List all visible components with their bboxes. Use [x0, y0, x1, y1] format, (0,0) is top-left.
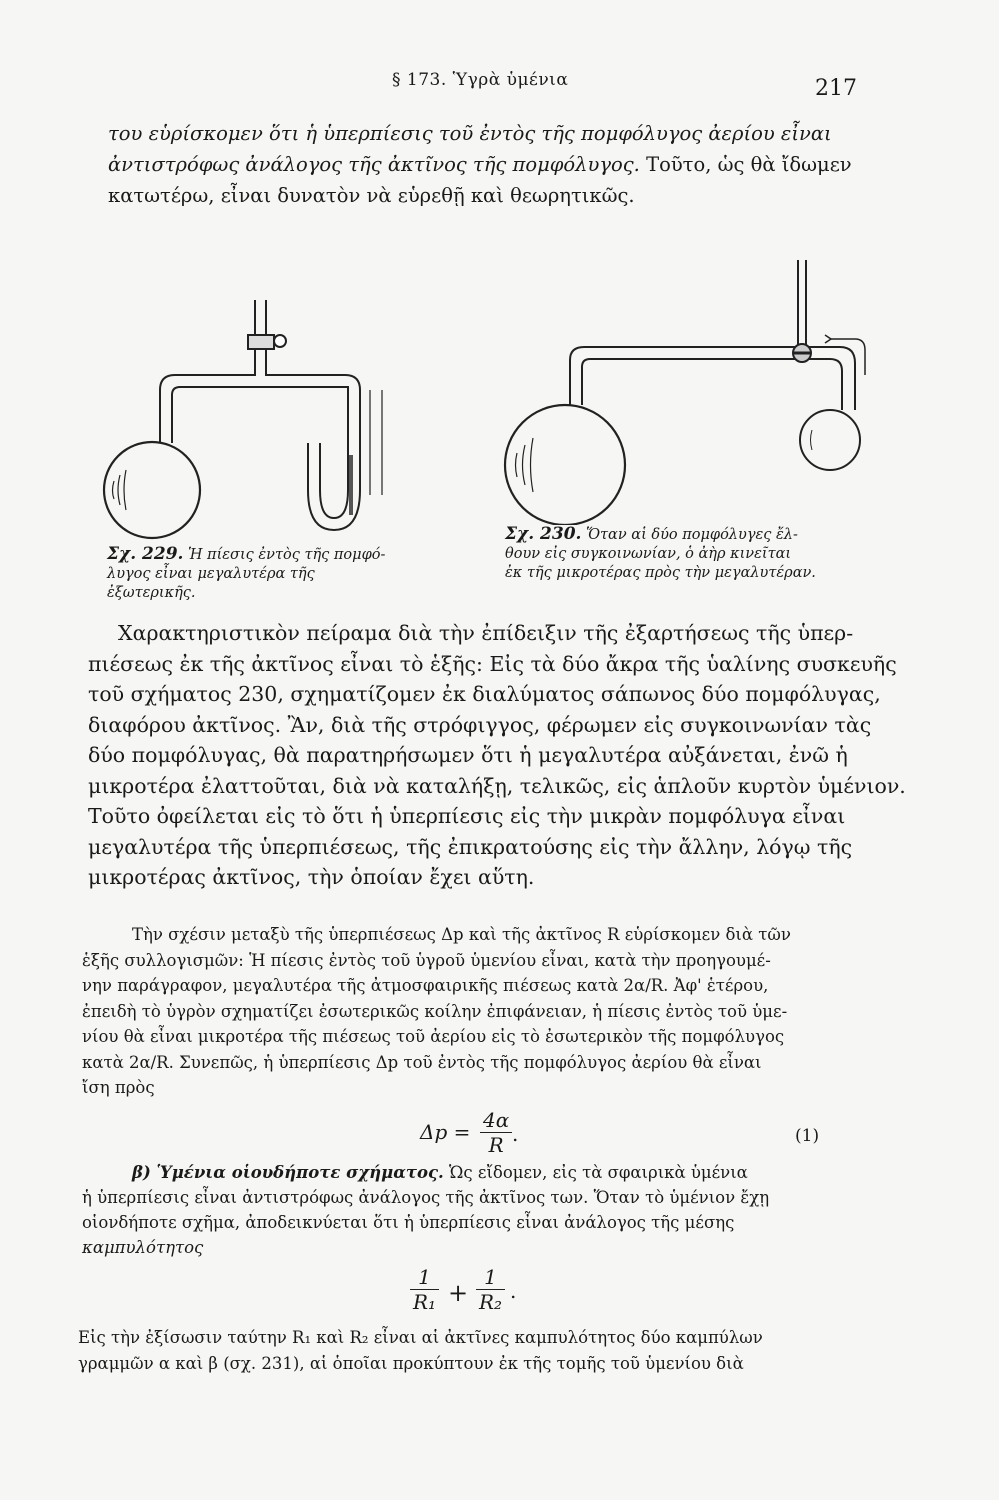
- fraction-1: $\frac{1}{\text{R₁}}$: [410, 1265, 439, 1314]
- paragraph-top: [108, 118, 878, 211]
- equation-2: [410, 1265, 530, 1325]
- text-line: του εὑρίσκομεν ὅτι ἡ ὑπερπίεσις τοῦ ἐντὸς τῆς πομφόλυγος ἀερίου εἶναι: [108, 122, 832, 145]
- text-line: δύο πομφόλυγας, θὰ παρατηρήσωμεν ὅτι ἡ μεγαλυτέρα αὐξάνεται, ἐνῶ ἡ: [88, 743, 848, 767]
- page-header: [0, 66, 999, 101]
- bulb-small-icon: [800, 410, 860, 470]
- text-line: Τὴν σχέσιν μεταξὺ τῆς ὑπερπιέσεως Δp καὶ τῆς ἀκτῖνος R εὑρίσκομεν διὰ τῶν: [132, 925, 791, 944]
- equation-lhs: Δp =: [420, 1120, 471, 1144]
- page-number: 217: [815, 76, 857, 101]
- bulb-large-icon: [505, 405, 625, 525]
- text-line: καμπυλότητος: [82, 1238, 204, 1257]
- equation-fraction: $\frac{4\alpha}{R}$: [480, 1108, 512, 1157]
- text-line: διαφόρου ἀκτῖνος. Ἂν, διὰ τῆς στρόφιγγος, φέρωμεν εἰς συγκοινωνίαν τὰς: [88, 712, 872, 737]
- text-line: Χαρακτηριστικὸν πείραμα διὰ τὴν ἐπίδειξιν τῆς ἐξαρτήσεως τῆς ὑπερ-: [118, 621, 854, 645]
- equation-trail: .: [510, 1279, 517, 1303]
- paragraph-final: [78, 1325, 868, 1377]
- paragraph-small: [82, 922, 862, 1101]
- figure-230-drawing: [500, 255, 890, 525]
- text-line: κατὰ 2α/R. Συνεπῶς, ἡ ὑπερπίεσις Δp τοῦ ἐντὸς τῆς πομφόλυγος ἀερίου θὰ εἶναι: [82, 1052, 762, 1072]
- plus-sign: +: [448, 1279, 469, 1307]
- figure-229-drawing: [100, 275, 460, 565]
- text-line: τοῦ σχήματος 230, σχηματίζομεν ἐκ διαλύματος σάπωνος δύο πομφόλυγας,: [88, 682, 881, 706]
- text-line: Εἰς τὴν ἐξίσωσιν ταύτην R₁ καὶ R₂ εἶναι αἱ ἀκτῖνες καμπυλότητος δύο καμπύλων: [78, 1328, 763, 1347]
- text-line: οἱονδήποτε σχῆμα, ἀποδεικνύεται ὅτι ἡ ὑπερπίεσις εἶναι ἀνάλογος τῆς μέσης: [82, 1213, 735, 1232]
- equation-number: (1): [795, 1126, 820, 1146]
- text-line: νην παράγραφον, μεγαλυτέρα τῆς ἀτμοσφαιρικῆς πιέσεως κατὰ 2α/R. Ἀφ' ἑτέρου,: [82, 976, 769, 995]
- fig229-label: Σχ. 229.: [107, 544, 184, 564]
- text-line: β) Ὑμένια οἱουδήποτε σχήματος. Ὡς εἴδομεν, εἰς τὰ σφαιρικὰ ὑμένια: [132, 1163, 748, 1182]
- text-line: ἡ ὑπερπίεσις εἶναι ἀντιστρόφως ἀνάλογος τῆς ἀκτῖνος των. Ὅταν τὸ ὑμένιον ἔχῃ: [82, 1188, 770, 1207]
- paragraph-main: [88, 618, 906, 893]
- text-line: μεγαλυτέρα τῆς ὑπερπιέσεως, τῆς ἐπικρατούσης εἰς τὴν ἄλλην, λόγῳ τῆς: [88, 834, 853, 859]
- text-line: μικροτέρα ἐλαττοῦται, διὰ νὰ καταλήξῃ, τελικῶς, εἰς ἁπλοῦν κυρτὸν ὑμένιον.: [88, 773, 906, 798]
- text-line: νίου θὰ εἶναι μικροτέρα τῆς πιέσεως τοῦ ἀερίου εἰς τὸ ἐσωτερικὸν τῆς πομφόλυγος: [82, 1027, 785, 1046]
- section-title: § 173. Ὑγρὰ ὑμένια: [392, 70, 569, 90]
- paragraph-beta: [82, 1160, 872, 1260]
- text-line: γραμμῶν α καὶ β (σχ. 231), αἱ ὁποῖαι προκύπτουν ἐκ τῆς τομῆς τοῦ ὑμενίου διὰ: [78, 1354, 744, 1373]
- text-line: κατωτέρω, εἶναι δυνατὸν νὰ εὑρεθῇ καὶ θεωρητικῶς.: [108, 184, 635, 207]
- stopcock-icon: [248, 335, 286, 349]
- equation-1: [420, 1110, 870, 1160]
- equation-trail: .: [512, 1122, 519, 1146]
- fraction-2: $\frac{1}{\text{R₂}}$: [476, 1265, 505, 1314]
- text-line: ἴση πρὸς: [82, 1078, 155, 1097]
- figures-area: [95, 255, 895, 625]
- fig229-caption: Σχ. 229. Ἡ πίεσις ἐντὸς τῆς πομφό- λυγος εἶναι μεγαλυτέρα τῆς ἐξωτερικῆς.: [107, 544, 386, 601]
- text-line: Τοῦτο ὀφείλεται εἰς τὸ ὅτι ἡ ὑπερπίεσις εἰς τὴν μικρὰν πομφόλυγα εἶναι: [88, 804, 846, 828]
- stopcock-icon: [793, 344, 811, 362]
- text-line: μικροτέρας ἀκτῖνος, τὴν ὁποίαν ἔχει αὕτη.: [88, 865, 535, 889]
- text-line: ἑξῆς συλλογισμῶν: Ἡ πίεσις ἐντὸς τοῦ ὑγροῦ ὑμενίου εἶναι, κατὰ τὴν προηγουμέ-: [82, 950, 771, 970]
- text-line: ἐπειδὴ τὸ ὑγρὸν σχηματίζει ἐσωτερικῶς κοίλην ἐπιφάνειαν, ἡ πίεσις ἐντὸς τοῦ ὑμε-: [82, 1001, 788, 1021]
- bulb-large-icon: [104, 442, 200, 538]
- text-line: πιέσεως ἐκ τῆς ἀκτῖνος εἶναι τὸ ἑξῆς: Εἰς τὰ δύο ἄκρα τῆς ὑαλίνης συσκευῆς: [88, 651, 897, 676]
- text-line: ἀντιστρόφως ἀνάλογος τῆς ἀκτῖνος τῆς πομφόλυγος. Τοῦτο, ὡς θὰ ἴδωμεν: [108, 153, 852, 176]
- fig230-label: Σχ. 230.: [505, 524, 582, 544]
- fig230-caption: Σχ. 230. Ὅταν αἱ δύο πομφόλυγες ἔλ- θουν εἰς συγκοινωνίαν, ὁ ἀὴρ κινεῖται ἐκ τῆς μικροτέρας πρὸς τὴν μεγαλυτέραν.: [505, 524, 816, 581]
